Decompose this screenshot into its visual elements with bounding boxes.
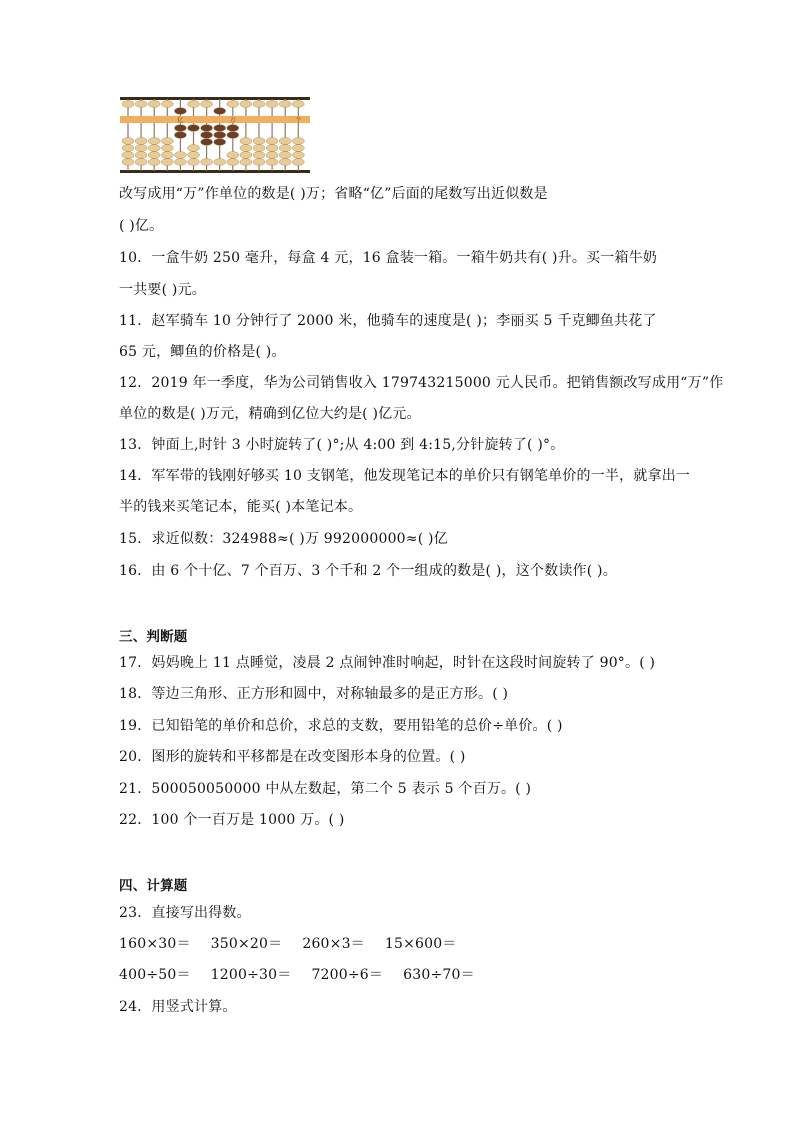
abacus-lower-bead <box>135 152 147 159</box>
abacus-lower-bead <box>292 138 304 145</box>
abacus-lower-bead <box>201 139 213 146</box>
abacus-upper-bead <box>279 101 291 108</box>
abacus-lower-bead <box>240 152 252 159</box>
question-14-line2: 半的钱来买笔记本，能买( )本笔记本。 <box>119 499 363 515</box>
abacus-lower-bead <box>174 132 186 139</box>
abacus-upper-bead <box>266 101 278 108</box>
question-16: 16．由 6 个十亿、7 个百万、3 个千和 2 个一组成的数是( )，这个数读作( )。 <box>119 563 617 579</box>
abacus-lower-bead <box>148 145 160 152</box>
abacus-lower-bead <box>240 145 252 152</box>
abacus-lower-bead <box>161 138 173 145</box>
abacus-upper-bead <box>122 101 134 108</box>
section-4-heading: 四、计算题 <box>119 878 188 894</box>
abacus-upper-bead <box>148 101 160 108</box>
abacus-lower-bead <box>122 152 134 159</box>
abacus-lower-bead <box>161 152 173 159</box>
abacus-lower-bead <box>201 125 213 132</box>
abacus-lower-bead <box>174 152 186 159</box>
calc-row-1 <box>119 934 477 954</box>
abacus-lower-bead <box>279 159 291 166</box>
abacus-place-label: 万 <box>229 117 236 124</box>
abacus-lower-bead <box>227 125 239 132</box>
section-3-heading: 三、判断题 <box>119 629 188 645</box>
abacus-lower-bead <box>292 145 304 152</box>
abacus-place-label: 个 <box>295 117 302 124</box>
abacus-lower-bead <box>292 152 304 159</box>
q9-line2: ( )亿。 <box>119 218 164 234</box>
abacus-lower-bead <box>122 138 134 145</box>
abacus-lower-bead <box>227 159 239 166</box>
question-10-line2: 一共要( )元。 <box>119 282 206 298</box>
abacus-lower-bead <box>266 138 278 145</box>
abacus-upper-bead <box>292 101 304 108</box>
abacus-lower-bead <box>188 152 200 159</box>
abacus-lower-bead <box>253 138 265 145</box>
question-14-line1: 14．军军带的钱刚好够买 10 支钢笔，他发现笔记本的单价只有钢笔单价的一半，就拿出一 <box>119 468 691 484</box>
question-21: 21．500050050000 中从左数起，第二个 5 表示 5 个百万。( ) <box>119 781 532 797</box>
abacus-lower-bead <box>161 159 173 166</box>
abacus-place-label: 亿 <box>177 117 184 124</box>
abacus-image <box>119 95 312 175</box>
abacus-lower-bead <box>188 159 200 166</box>
abacus-lower-bead <box>240 138 252 145</box>
abacus-lower-bead <box>148 159 160 166</box>
abacus-lower-bead <box>292 159 304 166</box>
abacus-lower-bead <box>253 152 265 159</box>
question-13: 13．钟面上,时针 3 小时旋转了( )°;从 4:00 到 4:15,分针旋转了( )°。 <box>119 437 565 453</box>
abacus-lower-bead <box>188 125 200 132</box>
q9-line1: 改写成用“万”作单位的数是( )万；省略“亿”后面的尾数写出近似数是 <box>119 186 548 202</box>
abacus-lower-bead <box>227 132 239 139</box>
abacus-lower-bead <box>214 159 226 166</box>
abacus-lower-bead <box>148 138 160 145</box>
abacus-top-frame <box>120 97 310 100</box>
abacus-upper-bead <box>135 101 147 108</box>
abacus-lower-bead <box>122 145 134 152</box>
question-24: 24．用竖式计算。 <box>119 999 237 1015</box>
abacus-upper-bead <box>201 101 213 108</box>
abacus-lower-bead <box>214 139 226 146</box>
abacus-lower-bead <box>135 145 147 152</box>
abacus-upper-bead <box>174 108 186 115</box>
abacus-beam <box>120 116 310 123</box>
abacus-lower-bead <box>253 159 265 166</box>
abacus-lower-bead <box>279 145 291 152</box>
abacus-lower-bead <box>201 159 213 166</box>
question-10-line1: 10．一盒牛奶 250 毫升，每盒 4 元，16 盒装一箱。一箱牛奶共有( )升。买一箱牛奶 <box>119 250 658 266</box>
calc-item: 1200÷30＝ <box>210 967 292 983</box>
calc-item: 15×600＝ <box>384 936 457 952</box>
question-11-line1: 11．赵军骑车 10 分钟行了 2000 米，他骑车的速度是( )；李丽买 5 千克鲫鱼共花了 <box>119 313 657 329</box>
abacus-lower-bead <box>266 145 278 152</box>
abacus-lower-bead <box>201 132 213 139</box>
abacus-upper-bead <box>240 101 252 108</box>
calc-item: 260×3＝ <box>302 936 365 952</box>
abacus-lower-bead <box>279 138 291 145</box>
abacus-lower-bead <box>161 145 173 152</box>
abacus-upper-bead <box>253 101 265 108</box>
question-17: 17．妈妈晚上 11 点睡觉，凌晨 2 点闹钟准时响起，时针在这段时间旋转了 90°。( ) <box>119 655 656 671</box>
question-19: 19．已知铅笔的单价和总价，求总的支数，要用铅笔的总价÷单价。( ) <box>119 718 563 734</box>
calc-item: 7200÷6＝ <box>311 967 384 983</box>
abacus-upper-bead <box>214 108 226 115</box>
calc-item: 350×20＝ <box>210 936 283 952</box>
abacus-lower-bead <box>227 152 239 159</box>
calc-row-2 <box>119 965 495 985</box>
question-20: 20．图形的旋转和平移都是在改变图形本身的位置。( ) <box>119 749 466 765</box>
abacus-lower-bead <box>266 152 278 159</box>
question-18: 18．等边三角形、正方形和圆中，对称轴最多的是正方形。( ) <box>119 686 509 702</box>
abacus-upper-bead <box>227 101 239 108</box>
abacus-upper-bead <box>161 101 173 108</box>
abacus-lower-bead <box>122 159 134 166</box>
abacus-lower-bead <box>240 159 252 166</box>
abacus-bottom-frame <box>120 170 310 173</box>
abacus-lower-bead <box>279 152 291 159</box>
abacus-lower-bead <box>266 159 278 166</box>
calc-item: 630÷70＝ <box>403 967 475 983</box>
question-12-line2: 单位的数是( )万元，精确到亿位大约是( )亿元。 <box>119 406 421 422</box>
abacus-upper-bead <box>188 101 200 108</box>
abacus-lower-bead <box>135 159 147 166</box>
abacus-lower-bead <box>174 125 186 132</box>
abacus-lower-bead <box>148 152 160 159</box>
calc-item: 160×30＝ <box>119 936 191 952</box>
question-11-line2: 65 元，鲫鱼的价格是( )。 <box>119 344 286 360</box>
abacus-lower-bead <box>188 145 200 152</box>
abacus-lower-bead <box>135 138 147 145</box>
abacus-lower-bead <box>214 125 226 132</box>
abacus-lower-bead <box>174 159 186 166</box>
question-23: 23．直接写出得数。 <box>119 905 251 921</box>
question-15: 15．求近似数：324988≈( )万 992000000≈( )亿 <box>119 531 448 547</box>
question-12-line1: 12．2019 年一季度，华为公司销售收入 179743215000 元人民币。把销售额改写成用“万”作 <box>119 375 724 391</box>
abacus-lower-bead <box>253 145 265 152</box>
abacus-lower-bead <box>214 132 226 139</box>
question-22: 22．100 个一百万是 1000 万。( ) <box>119 812 345 828</box>
calc-item: 400÷50＝ <box>119 967 191 983</box>
